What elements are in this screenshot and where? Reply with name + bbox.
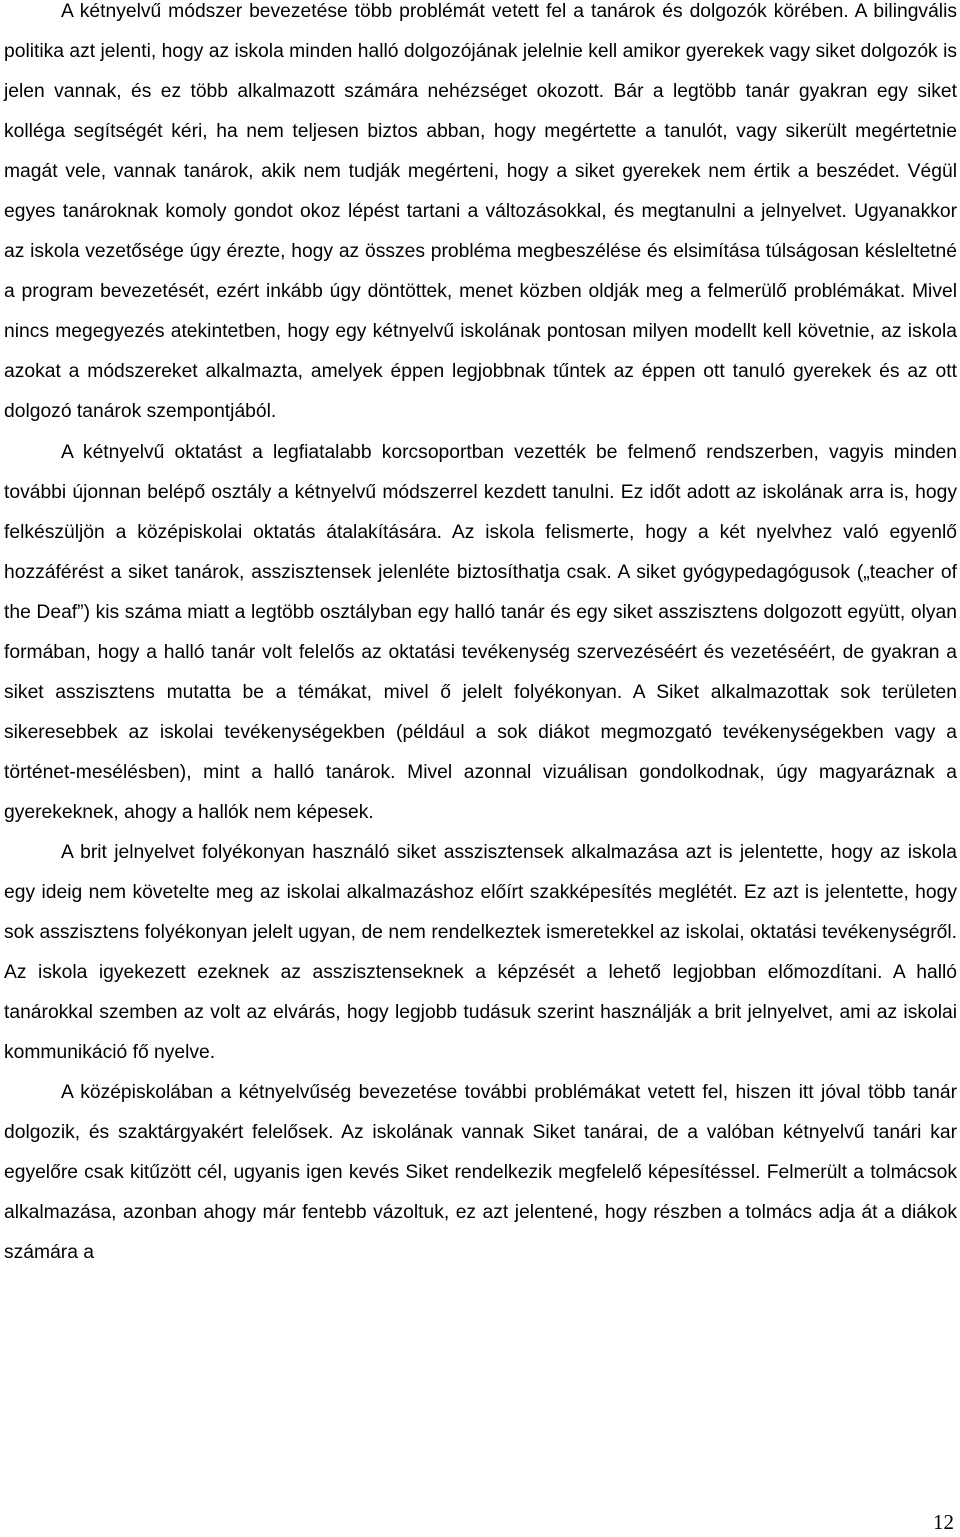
paragraph-2: A kétnyelvű oktatást a legfiatalabb korcsoportban vezették be felmenő rendszerben, vagyis minden további újonnan belépő osztály a kétnyelvű módszerrel kezdett tanulni. Ez időt adott az iskolának arra is, hogy felkészüljön a középiskolai oktatás átalakítására. Az iskola felismerte, hogy a két nyelvhez való egyenlő hozzáférést a siket tanárok, asszisztensek jelenléte biztosíthatja csak. A siket gyógypedagógusok („teacher of the Deaf”) kis száma miatt a legtöbb osztályban egy halló tanár és egy siket asszisztens dolgozott együtt, olyan formában, hogy a halló tanár volt felelős az oktatási tevékenység szervezéséért és vezetéséért, de gyakran a siket asszisztens mutatta be a témákat, mivel ő jelelt folyékonyan. A Siket alkalmazottak sok területen sikeresebbek az iskolai tevékenységekben (például a sok diákot megmozgató tevékenységekben vagy a történet-mesélésben), mint a halló tanárok. Mivel azonnal vizuálisan gondolkodnak, úgy magyaráznak a gyerekeknek, ahogy a hallók nem képesek. [4, 441, 957, 823]
paragraph-1: A kétnyelvű módszer bevezetése több problémát vetett fel a tanárok és dolgozók körében. A bilingvális politika azt jelenti, hogy az iskola minden halló dolgozójának jelelnie kell amikor gyerekek vagy siket dolgozók is jelen vannak, és ez több alkalmazott számára nehézséget okozott. Bár a legtöbb tanár gyakran egy siket kolléga segítségét kéri, ha nem teljesen biztos abban, hogy megértette a tanulót, vagy sikerült megértetnie magát vele, vannak tanárok, akik nem tudják megérteni, hogy a siket gyerekek nem értik a beszédet. Végül egyes tanároknak komoly gondot okoz lépést tartani a változásokkal, és megtanulni a jelnyelvet. Ugyanakkor az iskola vezetősége úgy érezte, hogy az összes probléma megbeszélése és elsimítása túlságosan késleltetné a program bevezetését, ezért inkább úgy döntöttek, menet közben oldják meg a felmerülő problémákat. Mivel nincs megegyezés atekintetben, hogy egy kétnyelvű iskolának pontosan milyen modellt kell követnie, az iskola azokat a módszereket alkalmazta, amelyek éppen legjobbnak tűntek az éppen ott tanuló gyerekek és az ott dolgozó tanárok szempontjából. [4, 1, 957, 423]
paragraph-3: A brit jelnyelvet folyékonyan használó siket asszisztensek alkalmazása azt is jelentette, hogy az iskola egy ideig nem követelte meg az iskolai alkalmazáshoz előírt szakképesítés meglétét. Ez azt is jelentette, hogy sok asszisztens folyékonyan jelelt ugyan, de nem rendelkeztek ismeretekkel az iskolai, oktatási tevékenységről. Az iskola igyekezett ezeknek az asszisztenseknek a képzését a lehető legjobban előmozdítani. A halló tanárokkal szemben az volt az elvárás, hogy legjobb tudásuk szerint használják a brit jelnyelvet, ami az iskolai kommunikáció fő nyelve. [4, 841, 957, 1064]
paragraph-4: A középiskolában a kétnyelvűség bevezetése további problémákat vetett fel, hiszen itt jóval több tanár dolgozik, és szaktárgyakért felelősek. Az iskolának vannak Siket tanárai, de a valóban kétnyelvű tanári kar egyelőre csak kitűzött cél, ugyanis igen kevés Siket rendelkezik megfelelő képesítéssel. Felmerült a tolmácsok alkalmazása, azonban ahogy már fentebb vázoltuk, ez azt jelentené, hogy részben a tolmács adja át a diákok számára a [4, 1082, 957, 1264]
page-number: 12 [933, 1510, 954, 1534]
document-body [4, 0, 957, 1274]
